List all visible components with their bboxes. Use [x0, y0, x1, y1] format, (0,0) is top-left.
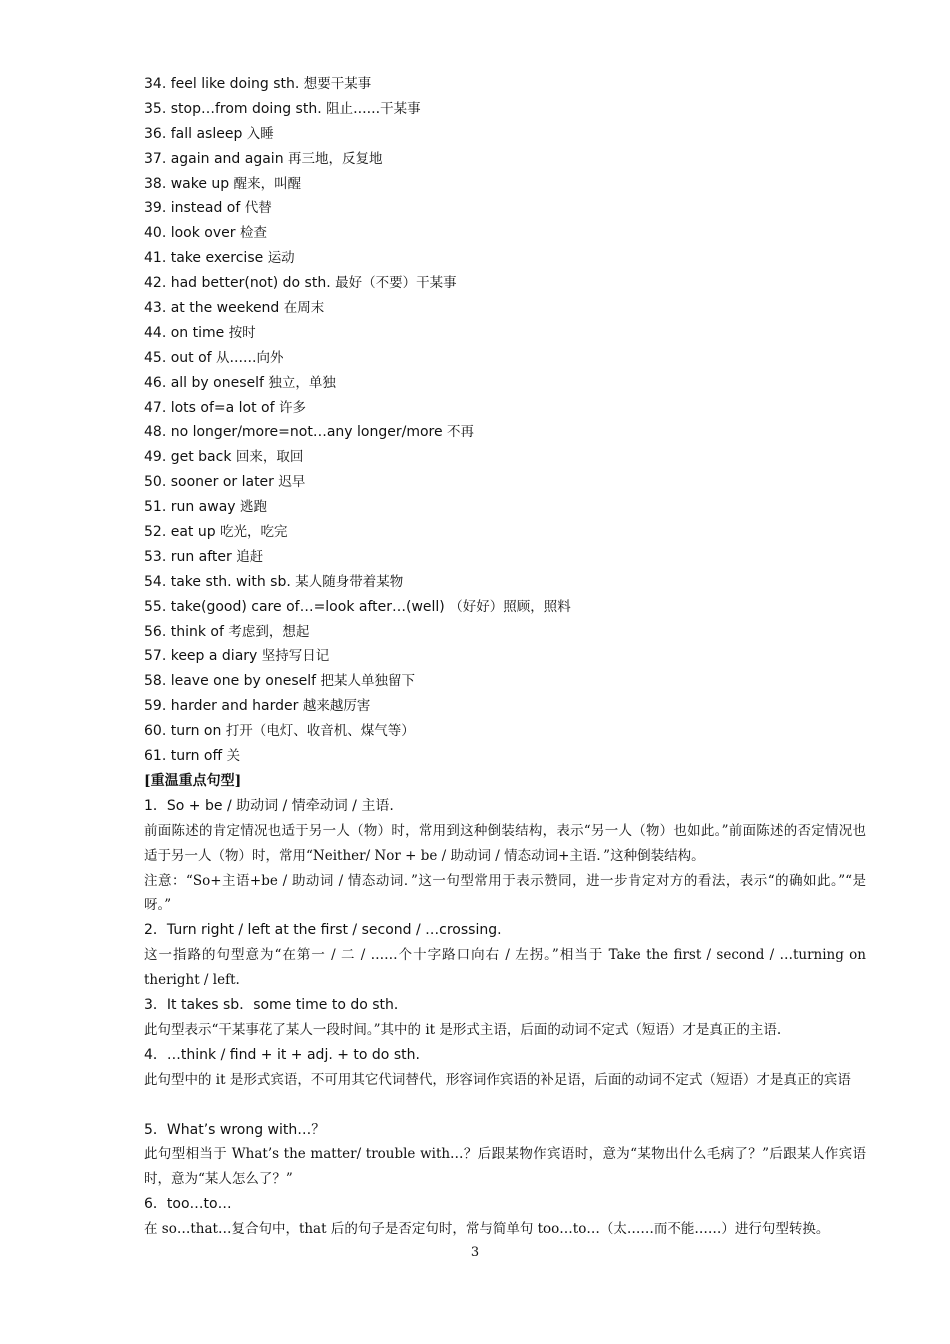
phrase-item	[144, 296, 866, 321]
phrase-chinese: 追赶	[236, 548, 264, 565]
phrase-english: 54. take sth. with sb.	[144, 573, 291, 590]
phrase-chinese: 考虑到，想起	[228, 623, 310, 640]
phrase-item	[144, 520, 866, 545]
phrase-item	[144, 744, 866, 769]
phrase-item	[144, 147, 866, 172]
phrase-item	[144, 172, 866, 197]
phrase-english: 58. leave one by oneself	[144, 673, 317, 690]
phrase-item	[144, 196, 866, 221]
phrase-item	[144, 221, 866, 246]
phrase-chinese: 入睡	[246, 125, 274, 142]
phrase-chinese: 不再	[447, 424, 475, 441]
pattern-explanation: 这一指路的句型意为“在第一 / 二 / ……个十字路口向右 / 左拐。”相当于 Take the first / second / …turning on theright / left.	[144, 947, 866, 989]
phrase-english: 38. wake up	[144, 175, 230, 192]
phrase-chinese: 独立，单独	[268, 374, 336, 391]
phrase-english: 51. run away	[144, 499, 236, 516]
pattern-title: 5．What’s wrong with…？	[144, 1121, 326, 1138]
phrase-item	[144, 669, 866, 694]
phrase-english: 39. instead of	[144, 200, 241, 217]
phrase-item	[144, 694, 866, 719]
phrase-item	[144, 346, 866, 371]
phrase-chinese: 打开（电灯、收音机、煤气等）	[225, 723, 415, 740]
phrase-english: 59. harder and harder	[144, 698, 299, 715]
phrase-english: 61. turn off	[144, 748, 223, 765]
phrase-chinese: 某人随身带着某物	[295, 573, 404, 590]
phrase-english: 52. eat up	[144, 524, 216, 541]
phrase-chinese: 把某人单独留下	[320, 673, 415, 690]
pattern-title: 4．…think / find + it + adj. + to do sth.	[144, 1046, 420, 1063]
phrase-chinese: 关	[226, 748, 241, 765]
phrase-chinese: 运动	[267, 250, 295, 267]
pattern-explanation: 此句型中的 it 是形式宾语，不可用其它代词替代，形容词作宾语的补足语，后面的动词不定式（短语）才是真正的宾语	[144, 1071, 851, 1088]
section-heading: [重温重点句型]	[144, 772, 242, 789]
phrase-list	[144, 72, 866, 769]
phrase-english: 41. take exercise	[144, 250, 264, 267]
phrase-chinese: 从……向外	[216, 349, 284, 366]
phrase-english: 57. keep a diary	[144, 648, 258, 665]
phrase-chinese: 坚持写日记	[261, 648, 330, 665]
pattern-title: 2．Turn right / left at the first / second / …crossing.	[144, 922, 502, 939]
pattern-note: 注意：“So+主语+be / 助动词 / 情态动词．”这一句型常用于表示赞同，进一步肯定对方的看法，表示“的确如此。”“是呀。”	[144, 872, 866, 914]
phrase-item	[144, 545, 866, 570]
phrase-english: 45. out of	[144, 349, 212, 366]
phrase-english: 49. get back	[144, 449, 232, 466]
phrase-item	[144, 396, 866, 421]
phrase-english: 60. turn on	[144, 723, 222, 740]
phrase-chinese: 代替	[244, 200, 272, 217]
phrase-item	[144, 246, 866, 271]
phrase-chinese: 许多	[279, 399, 306, 416]
phrase-english: 40. look over	[144, 225, 236, 242]
phrase-item	[144, 644, 866, 669]
phrase-chinese: 回来，取回	[235, 449, 304, 466]
phrase-chinese: 再三地，反复地	[288, 150, 383, 167]
phrase-english: 46. all by oneself	[144, 374, 264, 391]
phrase-english: 47. lots of=a lot of	[144, 399, 275, 416]
phrase-english: 43. at the weekend	[144, 300, 280, 317]
phrase-chinese: 迟早	[278, 474, 306, 491]
phrase-chinese: 阻止……干某事	[326, 100, 421, 117]
phrase-item	[144, 122, 866, 147]
pattern-explanation: 此句型相当于 What’s the matter/ trouble with…？后跟某物作宾语时，意为“某物出什么毛病了？”后跟某人作宾语时，意为“某人怎么了？”	[144, 1146, 866, 1188]
phrase-chinese: 吃光，吃完	[220, 524, 288, 541]
phrase-item	[144, 371, 866, 396]
phrase-item	[144, 719, 866, 744]
phrase-item	[144, 72, 866, 97]
phrase-english: 50. sooner or later	[144, 474, 274, 491]
phrase-chinese: 检查	[239, 225, 267, 242]
paragraph-gap	[144, 1093, 866, 1118]
phrase-english: 56. think of	[144, 623, 224, 640]
phrase-item	[144, 470, 866, 495]
phrase-chinese: 越来越厉害	[302, 698, 371, 715]
pattern-explanation: 前面陈述的肯定情况也适于另一人（物）时，常用到这种倒装结构，表示“另一人（物）也如此。”前面陈述的否定情况也适于另一人（物）时，常用“Neither/ Nor + be / 助动词 / 情态动词+主语．”这种倒装结构。	[144, 822, 866, 864]
phrase-item	[144, 420, 866, 445]
page-number: 3	[470, 1245, 480, 1260]
phrase-english: 34. feel like doing sth.	[144, 76, 300, 92]
phrase-item	[144, 97, 866, 122]
phrase-english: 36. fall asleep	[144, 125, 243, 142]
phrase-item	[144, 321, 866, 346]
phrase-item	[144, 445, 866, 470]
phrase-english: 53. run after	[144, 548, 232, 565]
pattern-title: 1．So + be / 助动词 / 情牵动词 / 主语.	[144, 797, 394, 814]
phrase-item	[144, 271, 866, 296]
phrase-english: 37. again and again	[144, 150, 284, 167]
phrase-item	[144, 495, 866, 520]
phrase-chinese: 在周末	[283, 300, 325, 317]
phrase-chinese: 按时	[228, 324, 256, 341]
pattern-title: 3．It takes sb．some time to do sth．	[144, 997, 408, 1014]
phrase-english: 42. had better(not) do sth.	[144, 275, 331, 292]
phrase-item	[144, 620, 866, 645]
phrase-chinese: （好好）照顾，照料	[449, 598, 571, 615]
phrase-english: 55. take(good) care of…=look after…(well)	[144, 598, 445, 615]
pattern-explanation: 此句型表示“干某事花了某人一段时间。”其中的 it 是形式主语，后面的动词不定式（短语）才是真正的主语.	[144, 1021, 782, 1038]
page-content	[144, 72, 866, 1242]
phrase-item	[144, 595, 866, 620]
pattern-explanation: 在 so…that…复合句中，that 后的句子是否定句时，常与简单句 too…to…（太……而不能……）进行句型转换。	[144, 1221, 830, 1238]
phrase-chinese: 最好（不要）干某事	[335, 275, 457, 292]
phrase-chinese: 醒来，叫醒	[233, 175, 302, 192]
pattern-title: 6．too…to…	[144, 1196, 232, 1213]
phrase-chinese: 想要干某事	[303, 76, 372, 92]
phrase-chinese: 逃跑	[240, 499, 268, 516]
phrase-english: 35. stop…from doing sth.	[144, 100, 322, 117]
phrase-item	[144, 570, 866, 595]
phrase-english: 44. on time	[144, 324, 225, 341]
phrase-english: 48. no longer/more=not…any longer/more	[144, 424, 443, 441]
